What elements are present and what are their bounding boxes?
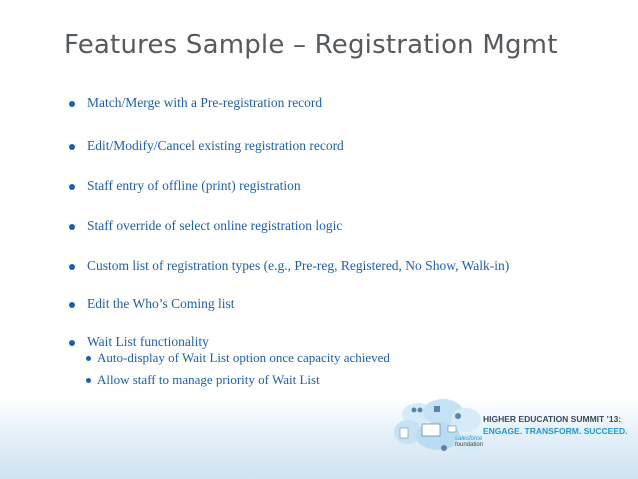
bullet-text: Custom list of registration types (e.g., Pre-reg, Registered, No Show, Walk-in) [87, 258, 510, 273]
slide-title: Features Sample – Registration Mgmt [64, 30, 558, 60]
bullet-text: Staff override of select online registration logic [87, 218, 343, 233]
bullet-item [70, 218, 343, 234]
bullet-text: Staff entry of offline (print) registration [87, 178, 301, 193]
bullet-text: Edit the Who’s Coming list [87, 296, 235, 311]
bullet-item [70, 258, 510, 274]
bullet-item [70, 178, 301, 194]
bullet-item [70, 95, 323, 111]
sub-bullet-item [86, 350, 390, 366]
sub-bullet-text: Allow staff to manage priority of Wait List [97, 372, 320, 387]
sub-bullet-item [86, 372, 320, 388]
bullet-text: Wait List functionality [87, 334, 209, 349]
bullet-item [70, 138, 344, 154]
bullet-text: Edit/Modify/Cancel existing registration record [87, 138, 344, 153]
summit-line-1: HIGHER EDUCATION SUMMIT ’13: [483, 414, 622, 424]
summit-tagline [483, 413, 628, 437]
sub-bullet-text: Auto-display of Wait List option once capacity achieved [97, 350, 390, 365]
bullet-item [70, 296, 235, 312]
summit-line-2: ENGAGE. TRANSFORM. SUCCEED. [483, 426, 628, 436]
logo-brand: salesforce [455, 436, 483, 442]
bullet-text: Match/Merge with a Pre-registration record [87, 95, 323, 110]
logo-sub: foundation [455, 442, 484, 448]
salesforce-foundation-logo [455, 436, 483, 448]
bullet-item [70, 334, 209, 350]
footer-band [0, 400, 638, 479]
cloud-logo-icon [388, 396, 483, 458]
